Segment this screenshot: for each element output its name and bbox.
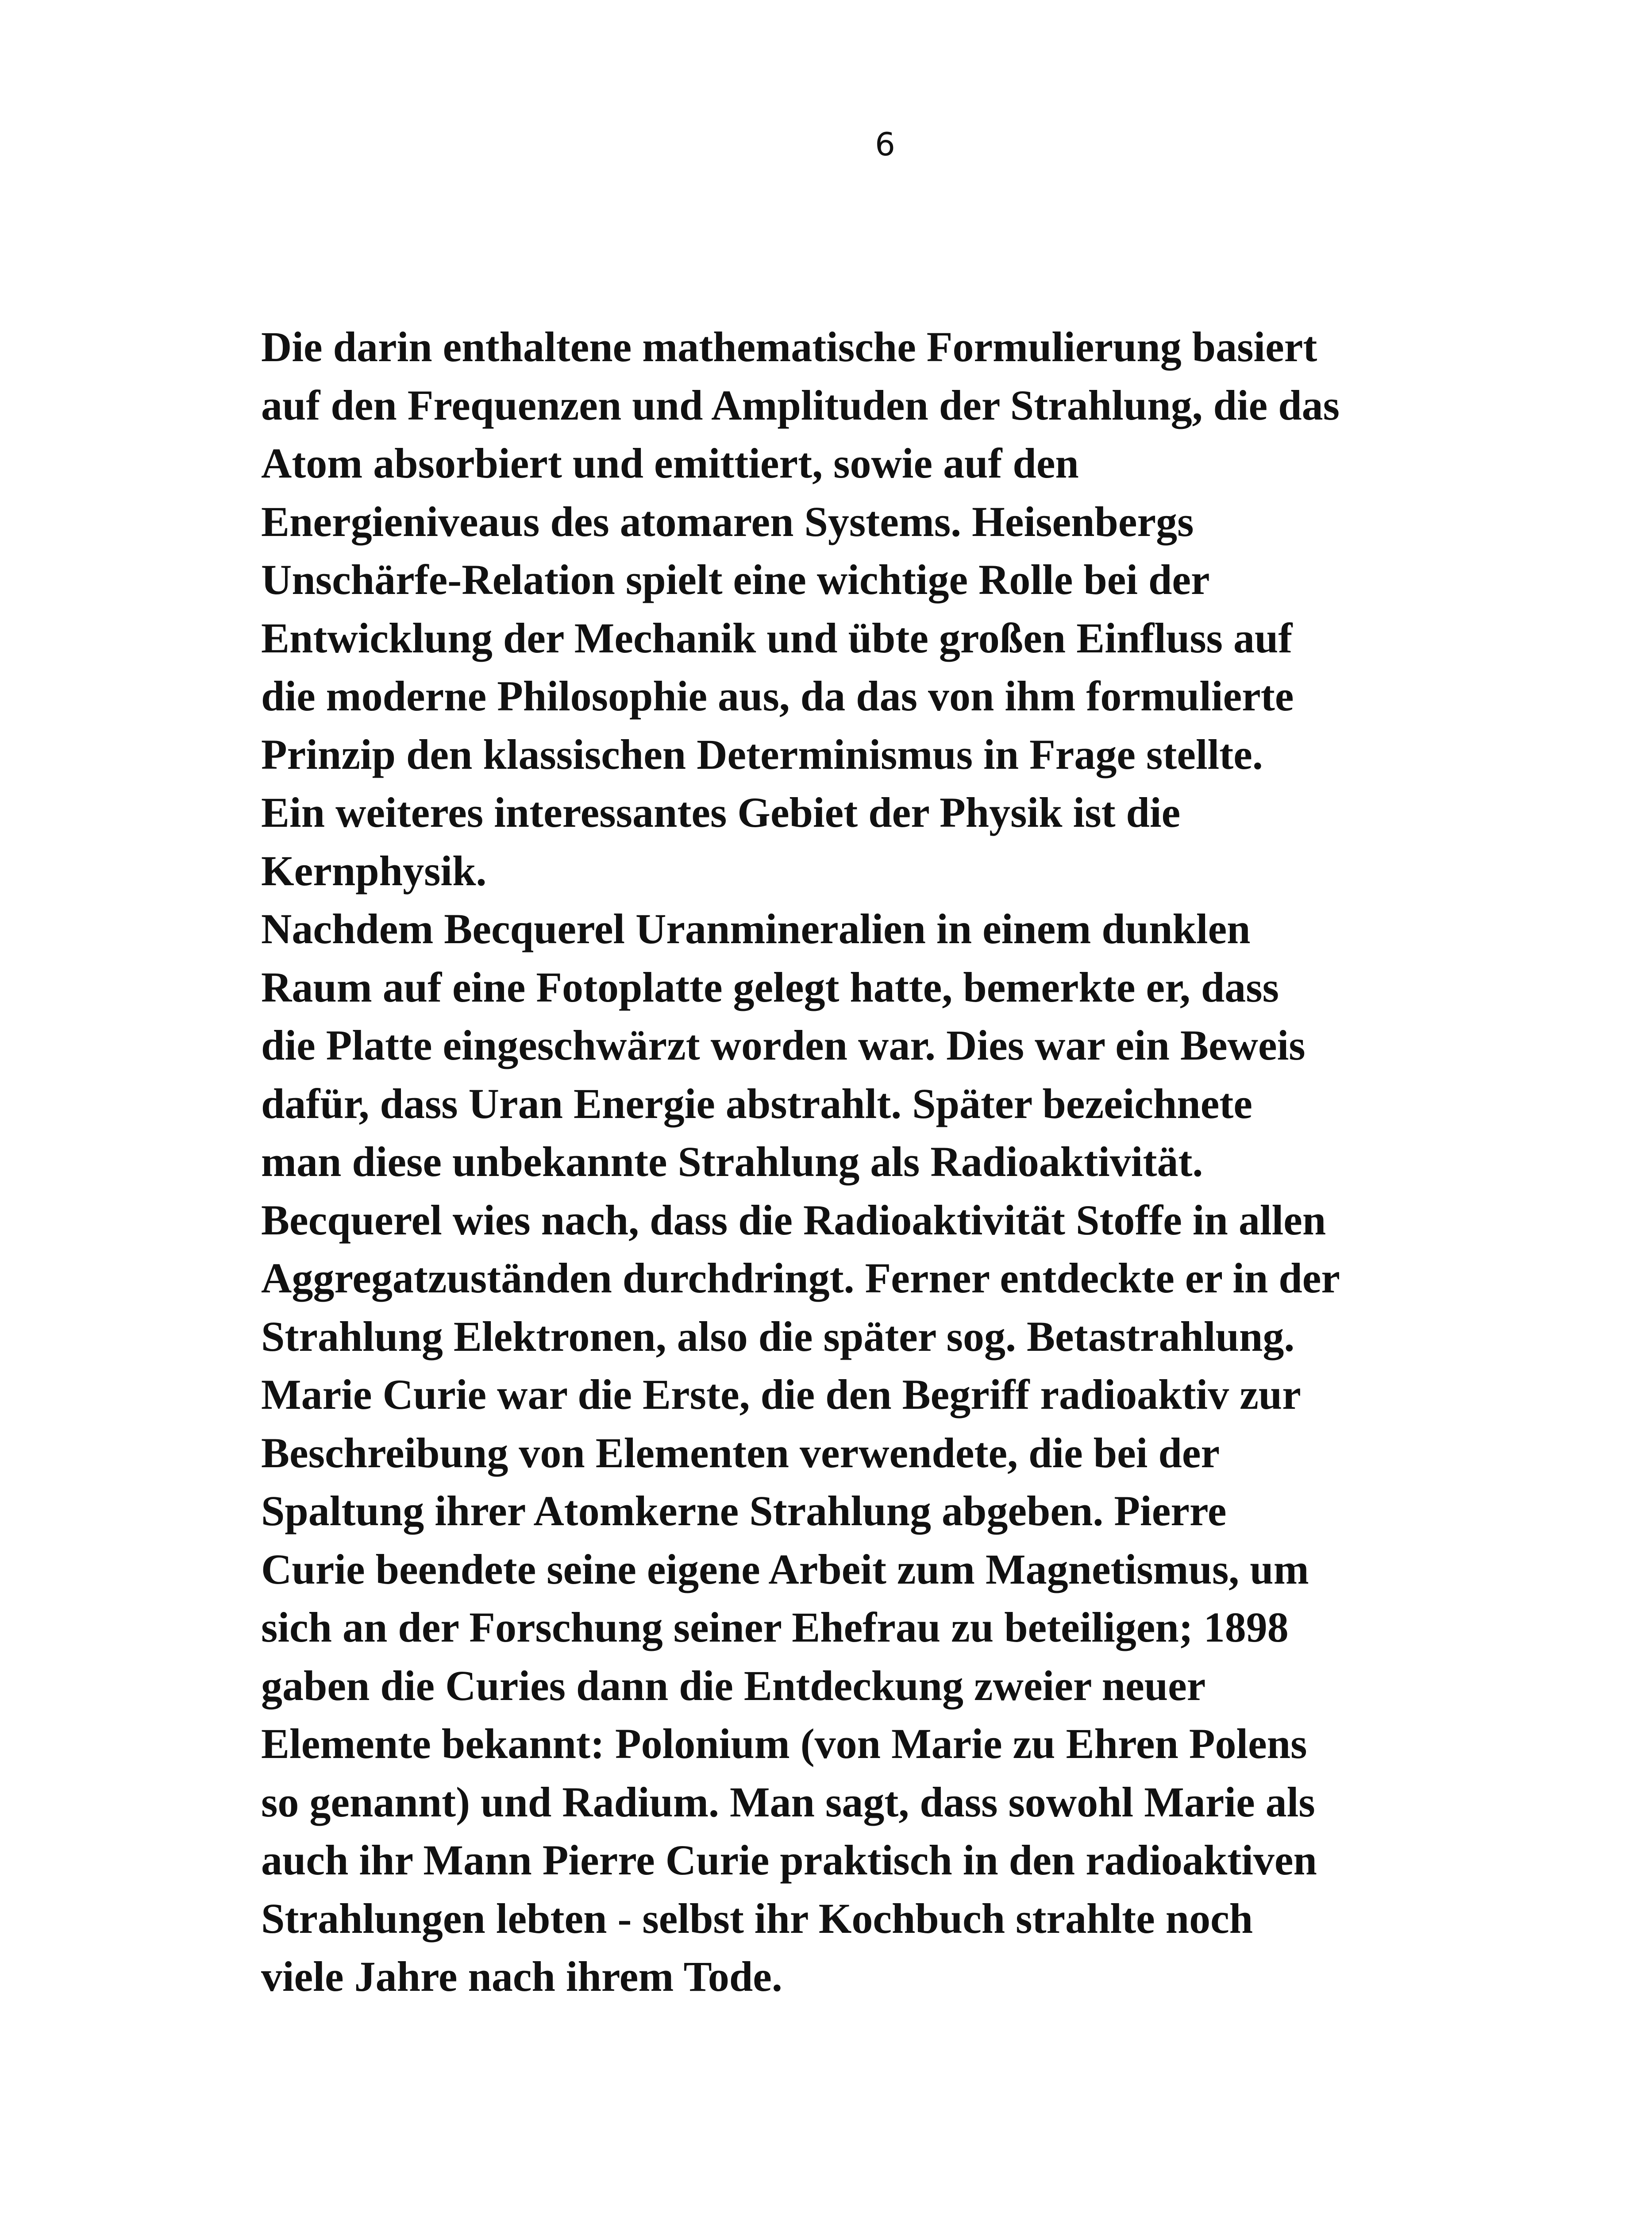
text-line: man diese unbekannte Strahlung als Radioaktivität.: [261, 1138, 1203, 1185]
text-line: Strahlungen lebten - selbst ihr Kochbuch strahlte noch: [261, 1894, 1253, 1942]
text-line: gaben die Curies dann die Entdeckung zweier neuer: [261, 1662, 1206, 1709]
text-line: Marie Curie war die Erste, die den Begriff radioaktiv zur: [261, 1371, 1301, 1418]
text-line: Beschreibung von Elementen verwendete, die bei der: [261, 1429, 1220, 1477]
text-line: Prinzip den klassischen Determinismus in Frage stellte.: [261, 730, 1263, 778]
text-line: viele Jahre nach ihrem Tode.: [261, 1953, 782, 2000]
text-line: Raum auf eine Fotoplatte gelegt hatte, bemerkte er, dass: [261, 963, 1279, 1011]
text-line: Spaltung ihrer Atomkerne Strahlung abgeben. Pierre: [261, 1487, 1227, 1534]
text-line: Unschärfe-Relation spielt eine wichtige Rolle bei der: [261, 556, 1210, 603]
text-line: die Platte eingeschwärzt worden war. Dies war ein Beweis: [261, 1022, 1305, 1069]
text-line: Ein weiteres interessantes Gebiet der Physik ist die: [261, 789, 1181, 836]
text-line: Becquerel wies nach, dass die Radioaktivität Stoffe in allen: [261, 1196, 1326, 1244]
text-line: Aggregatzuständen durchdringt. Ferner entdeckte er in der: [261, 1254, 1340, 1302]
text-line: Atom absorbiert und emittiert, sowie auf den: [261, 440, 1079, 487]
text-line: Entwicklung der Mechanik und übte großen Einfluss auf: [261, 614, 1293, 662]
body-text: [261, 318, 1412, 2006]
text-line: die moderne Philosophie aus, da das von ihm formulierte: [261, 672, 1294, 720]
text-line: so genannt) und Radium. Man sagt, dass sowohl Marie als: [261, 1778, 1315, 1826]
text-line: Die darin enthaltene mathematische Formulierung basiert: [261, 323, 1317, 370]
text-line: auch ihr Mann Pierre Curie praktisch in den radioaktiven: [261, 1836, 1317, 1884]
text-line: Curie beendete seine eigene Arbeit zum Magnetismus, um: [261, 1545, 1309, 1593]
text-line: Energieniveaus des atomaren Systems. Heisenbergs: [261, 497, 1194, 545]
text-line: Strahlung Elektronen, also die später sog. Betastrahlung.: [261, 1312, 1295, 1360]
page-number: 6: [875, 126, 895, 163]
text-line: Nachdem Becquerel Uranmineralien in einem dunklen: [261, 905, 1251, 952]
text-line: Elemente bekannt: Polonium (von Marie zu Ehren Polens: [261, 1720, 1307, 1767]
text-line: dafür, dass Uran Energie abstrahlt. Später bezeichnete: [261, 1080, 1252, 1127]
text-line: sich an der Forschung seiner Ehefrau zu beteiligen; 1898: [261, 1604, 1289, 1651]
text-line: auf den Frequenzen und Amplituden der Strahlung, die das: [261, 381, 1340, 429]
text-line: Kernphysik.: [261, 847, 487, 894]
